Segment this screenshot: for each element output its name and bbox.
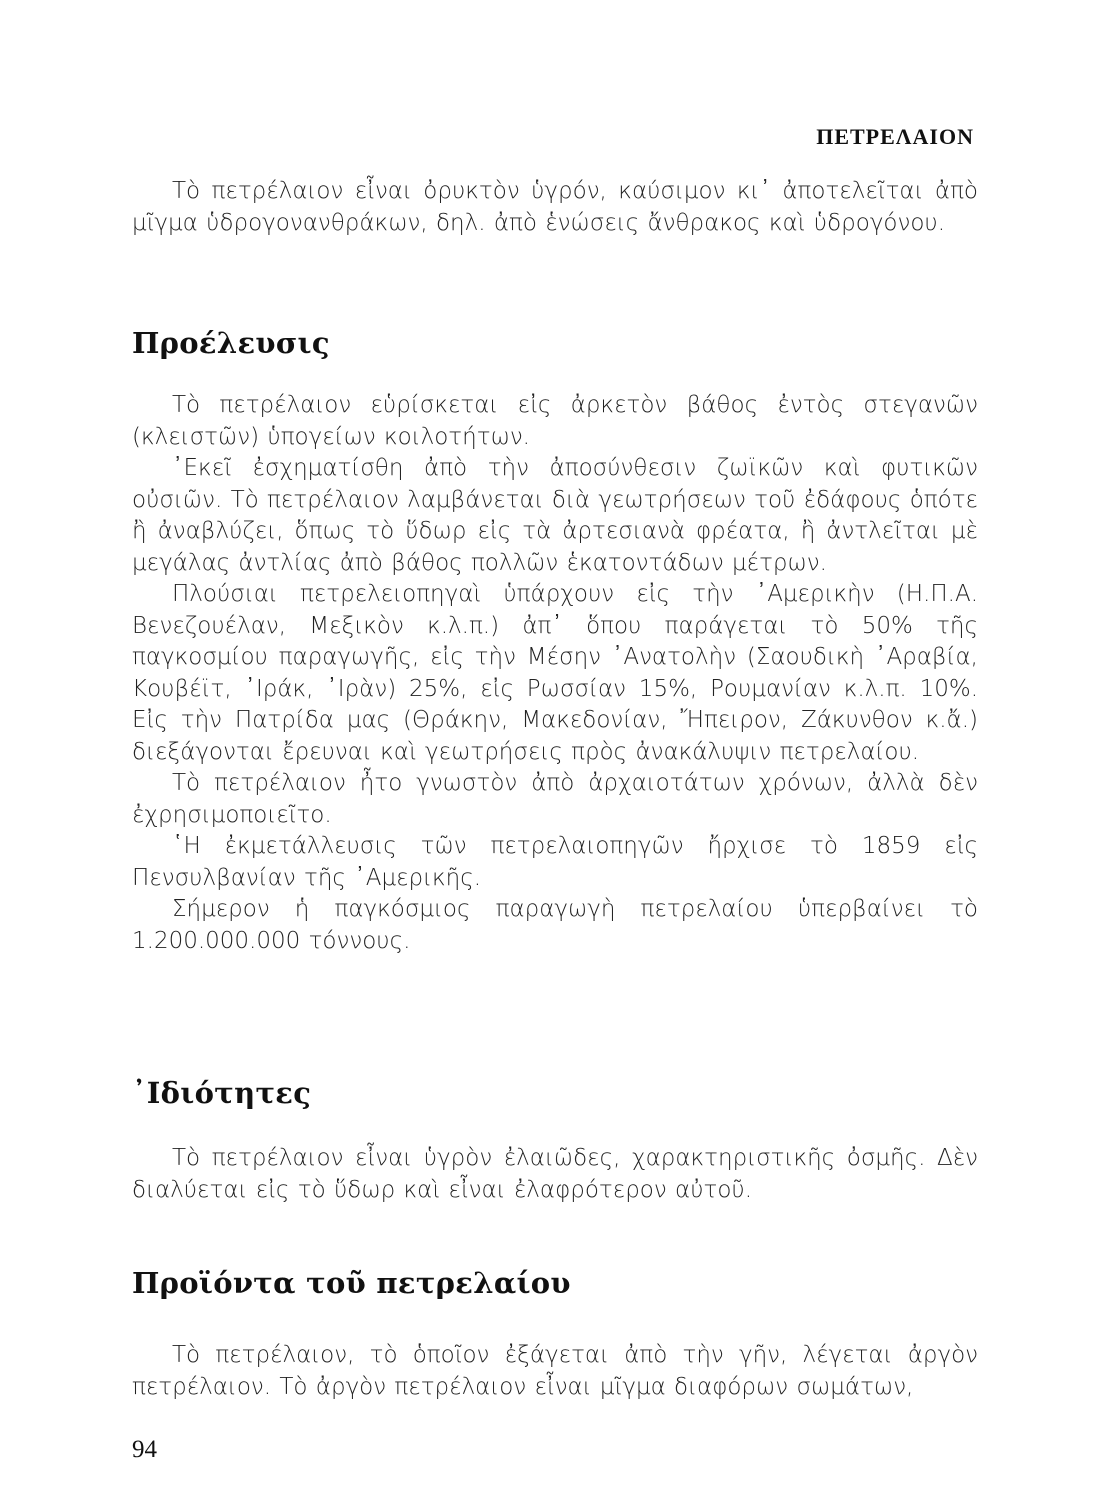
origin-paragraph-6: Σήμερον ἡ παγκόσμιος παραγωγὴ πετρελαίου ὑπερβαίνει τὸ 1.200.000.000 τόννους. (132, 896, 978, 954)
intro-paragraph: Τὸ πετρέλαιον εἶναι ὀρυκτὸν ὑγρόν, καύσιμον κι᾿ ἀποτελεῖται ἀπὸ μῖγμα ὑδρογονανθράκων, δηλ. ἀπὸ ἑνώσεις ἄνθρακος καὶ ὑδρογόνου. (132, 178, 978, 236)
products-block (132, 1340, 978, 1403)
intro-block (132, 176, 978, 239)
page-number: 94 (132, 1436, 157, 1463)
section-heading-products: Προϊόντα τοῦ πετρελαίου (132, 1266, 571, 1300)
properties-paragraph-1: Τὸ πετρέλαιον εἶναι ὑγρὸν ἐλαιῶδες, χαρακτηριστικῆς ὀσμῆς. Δὲν διαλύεται εἰς τὸ ὕδωρ καὶ εἶναι ἐλαφρότερον αὐτοῦ. (132, 1145, 978, 1203)
section-heading-properties: ᾿Ιδιότητες (132, 1076, 312, 1110)
origin-paragraph-4: Τὸ πετρέλαιον ἦτο γνωστὸν ἀπὸ ἀρχαιοτάτων χρόνων, ἀλλὰ δὲν ἐχρησιμοποιεῖτο. (132, 770, 978, 828)
products-paragraph-1: Τὸ πετρέλαιον, τὸ ὁποῖον ἐξάγεται ἀπὸ τὴν γῆν, λέγεται ἀργὸν πετρέλαιον. Τὸ ἀργὸν πετρέλαιον εἶναι μῖγμα διαφόρων σωμάτων, (132, 1342, 978, 1400)
origin-paragraph-5: ῾Η ἐκμετάλλευσις τῶν πετρελαιοπηγῶν ἤρχισε τὸ 1859 εἰς Πενσυλβανίαν τῆς ᾿Αμερικῆς. (132, 833, 978, 891)
properties-block (132, 1143, 978, 1206)
running-head: ΠΕΤΡΕΛΑΙΟΝ (816, 124, 974, 149)
origin-paragraph-2: ᾿Εκεῖ ἐσχηματίσθη ἀπὸ τὴν ἀποσύνθεσιν ζωϊκῶν καὶ φυτικῶν οὐσιῶν. Τὸ πετρέλαιον λαμβάνεται διὰ γεωτρήσεων τοῦ ἐδάφους ὁπότε ἢ ἀναβλύζει, ὅπως τὸ ὕδωρ εἰς τὰ ἀρτεσιανὰ φρέατα, ἢ ἀντλεῖται μὲ μεγάλας ἀντλίας ἀπὸ βάθος πολλῶν ἑκατοντάδων μέτρων. (132, 455, 978, 576)
section-heading-origin: Προέλευσις (132, 326, 330, 360)
origin-paragraph-3: Πλούσιαι πετρελειοπηγαὶ ὑπάρχουν εἰς τὴν ᾿Αμερικὴν (Η.Π.Α. Βενεζουέλαν, Μεξικὸν κ.λ.π.) ἀπ᾿ ὅπου παράγεται τὸ 50% τῆς παγκοσμίου παραγωγῆς, εἰς τὴν Μέσην ᾿Ανατολὴν (Σαουδικὴ ᾿Αραβία, Κουβέϊτ, ᾿Ιράκ, ᾿Ιρὰν) 25%, εἰς Ρωσσίαν 15%, Ρουμανίαν κ.λ.π. 10%. Εἰς τὴν Πατρίδα μας (Θράκην, Μακεδονίαν, Ἤπειρον, Ζάκυνθον κ.ἄ.) διεξάγονται ἔρευναι καὶ γεωτρήσεις πρὸς ἀνακάλυψιν πετρελαίου. (132, 581, 978, 765)
origin-block (132, 390, 978, 957)
origin-paragraph-1: Τὸ πετρέλαιον εὑρίσκεται εἰς ἀρκετὸν βάθος ἐντὸς στεγανῶν (κλειστῶν) ὑπογείων κοιλοτήτων. (132, 392, 978, 450)
